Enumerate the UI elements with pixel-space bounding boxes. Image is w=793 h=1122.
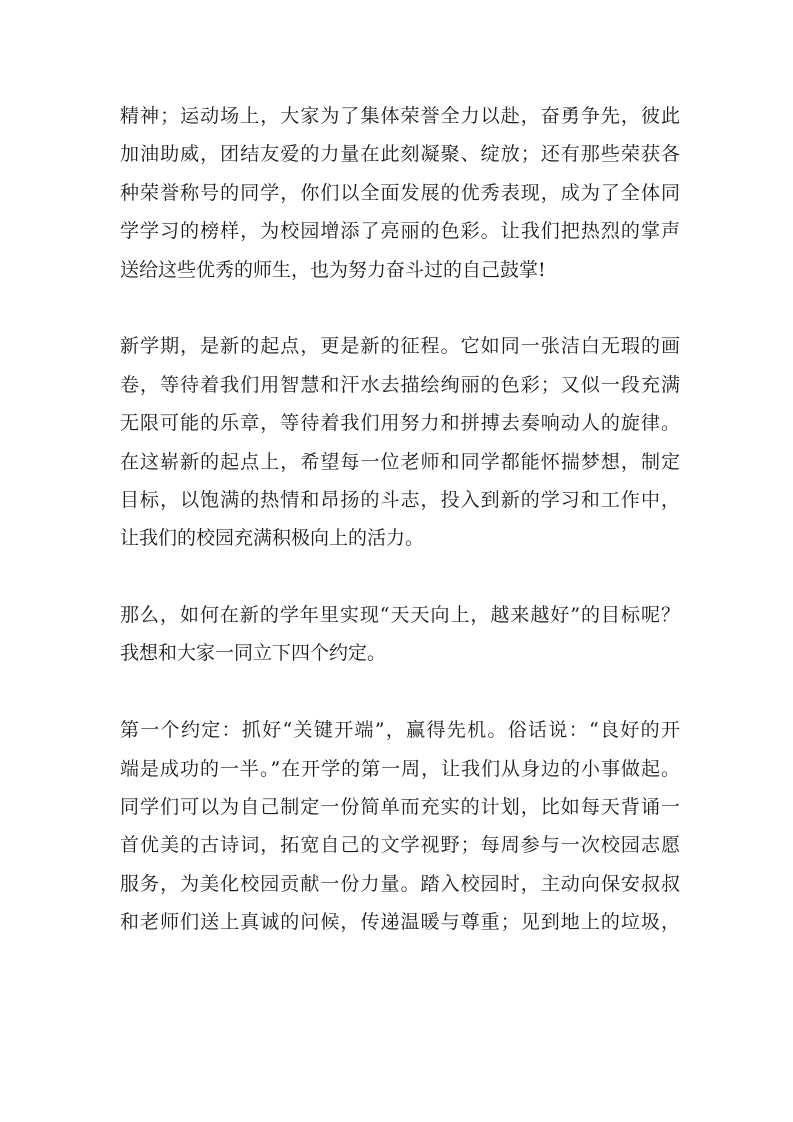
text-line: 种荣誉称号的同学，你们以全面发展的优秀表现，成为了全体同 — [120, 181, 680, 204]
paragraph-4 — [120, 711, 680, 941]
text-line: 我想和大家一同立下四个约定。 — [120, 642, 387, 665]
text-line: 让我们的校园充满积极向上的活力。 — [120, 527, 425, 550]
text-line: 和老师们送上真诚的问候，传递温暖与尊重；见到地上的垃圾， — [120, 911, 680, 934]
text-line: 那么，如何在新的学年里实现“天天向上，越来越好”的目标呢？ — [120, 604, 680, 627]
text-line: 卷，等待着我们用智慧和汗水去描绘绚丽的色彩；又似一段充满 — [120, 373, 680, 396]
document-body — [120, 97, 680, 980]
text-line: 同学们可以为自己制定一份简单而充实的计划，比如每天背诵一 — [120, 796, 680, 819]
paragraph-1 — [120, 97, 680, 289]
text-line: 无限可能的乐章，等待着我们用努力和拼搏去奏响动人的旋律。 — [120, 412, 680, 435]
text-line: 服务，为美化校园贡献一份力量。踏入校园时，主动向保安叔叔 — [120, 872, 680, 895]
text-line: 在这崭新的起点上，希望每一位老师和同学都能怀揣梦想，制定 — [120, 450, 680, 473]
text-line: 端是成功的一半。”在开学的第一周，让我们从身边的小事做起。 — [120, 757, 680, 780]
text-line: 新学期，是新的起点，更是新的征程。它如同一张洁白无瑕的画 — [120, 335, 680, 358]
text-line: 加油助威，团结友爱的力量在此刻凝聚、绽放；还有那些荣获各 — [120, 143, 680, 166]
text-line: 学学习的榜样，为校园增添了亮丽的色彩。让我们把热烈的掌声 — [120, 220, 680, 243]
paragraph-2 — [120, 327, 680, 557]
text-line: 精神；运动场上，大家为了集体荣誉全力以赴，奋勇争先，彼此 — [120, 105, 680, 127]
text-line: 送给这些优秀的师生，也为努力奋斗过的自己鼓掌! — [120, 258, 546, 281]
text-line: 第一个约定：抓好“关键开端”，赢得先机。俗话说：“良好的开 — [120, 719, 680, 742]
text-line: 目标，以饱满的热情和昂扬的斗志，投入到新的学习和工作中， — [120, 488, 680, 511]
text-line: 首优美的古诗词，拓宽自己的文学视野；每周参与一次校园志愿 — [120, 834, 680, 857]
paragraph-3 — [120, 596, 680, 673]
